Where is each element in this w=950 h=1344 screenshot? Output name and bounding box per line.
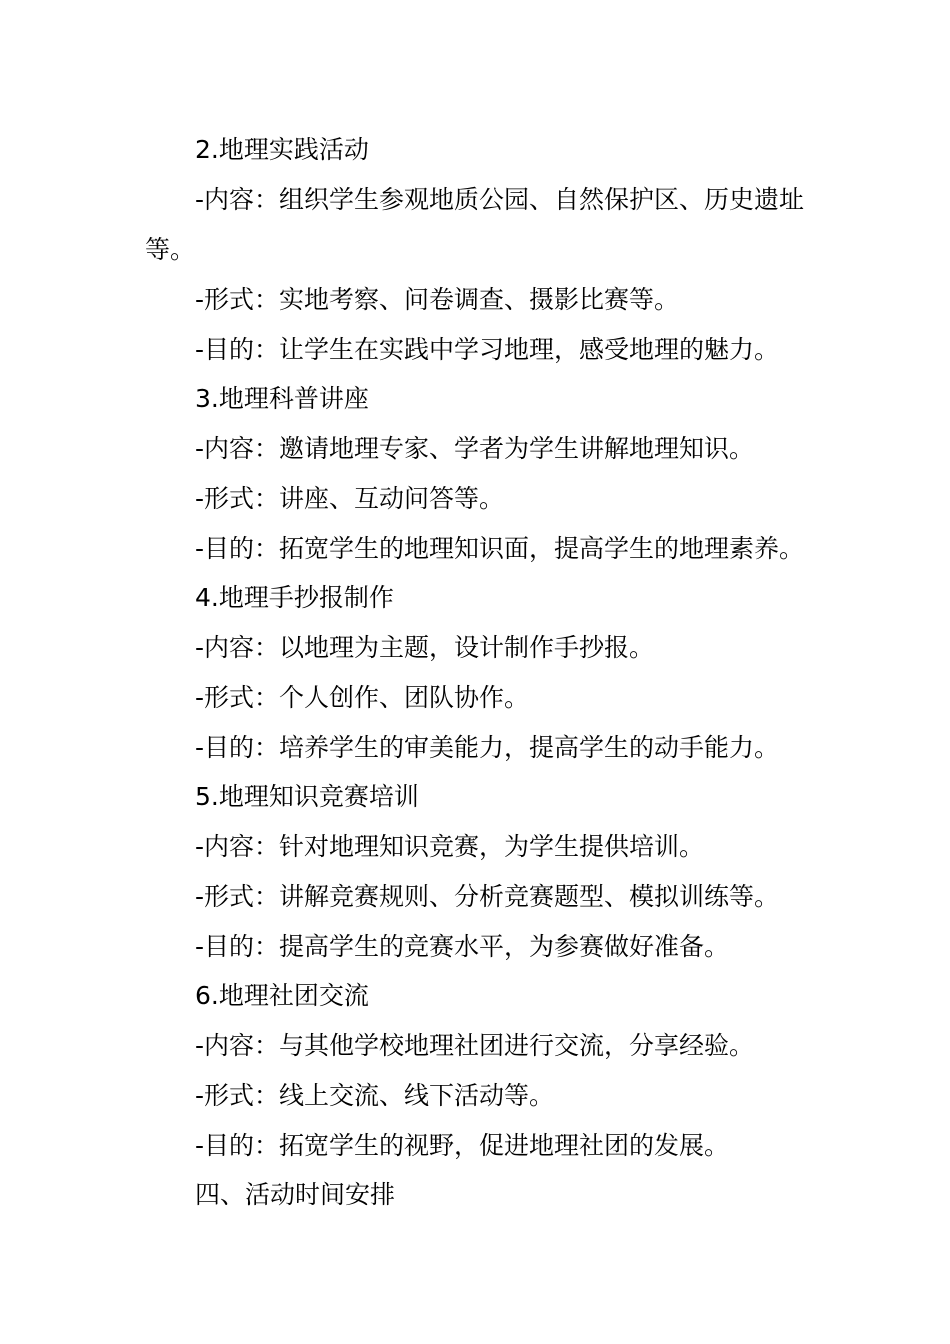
lecture-content: -内容：邀请地理专家、学者为学生讲解地理知识。 (195, 434, 755, 463)
exchange-purpose: -目的：拓宽学生的视野，促进地理社团的发展。 (195, 1131, 730, 1160)
practice-content: -内容：组织学生参观地质公园、自然保护区、历史遗址等。 (145, 185, 805, 264)
newspaper-content: -内容：以地理为主题，设计制作手抄报。 (195, 633, 655, 662)
section-heading-geography-practice: 2.地理实践活动 (195, 135, 369, 164)
exchange-content: -内容：与其他学校地理社团进行交流，分享经验。 (195, 1031, 755, 1060)
practice-purpose: -目的：让学生在实践中学习地理，感受地理的魅力。 (195, 335, 780, 364)
training-purpose: -目的：提高学生的竞赛水平，为参赛做好准备。 (195, 932, 730, 961)
section-heading-science-lecture: 3.地理科普讲座 (195, 384, 369, 413)
exchange-form: -形式：线上交流、线下活动等。 (195, 1081, 555, 1110)
training-content: -内容：针对地理知识竞赛，为学生提供培训。 (195, 832, 705, 861)
practice-form: -形式：实地考察、问卷调查、摄影比赛等。 (195, 285, 680, 314)
lecture-form: -形式：讲座、互动问答等。 (195, 484, 505, 513)
newspaper-form: -形式：个人创作、团队协作。 (195, 683, 530, 712)
section-heading-schedule: 四、活动时间安排 (195, 1180, 396, 1209)
newspaper-purpose: -目的：培养学生的审美能力，提高学生的动手能力。 (195, 733, 780, 762)
section-heading-competition-training: 5.地理知识竞赛培训 (195, 782, 419, 811)
lecture-purpose: -目的：拓宽学生的地理知识面，提高学生的地理素养。 (195, 534, 805, 563)
section-heading-club-exchange: 6.地理社团交流 (195, 981, 369, 1010)
section-heading-handwritten-newspaper: 4.地理手抄报制作 (195, 583, 394, 612)
training-form: -形式：讲解竞赛规则、分析竞赛题型、模拟训练等。 (195, 882, 780, 911)
